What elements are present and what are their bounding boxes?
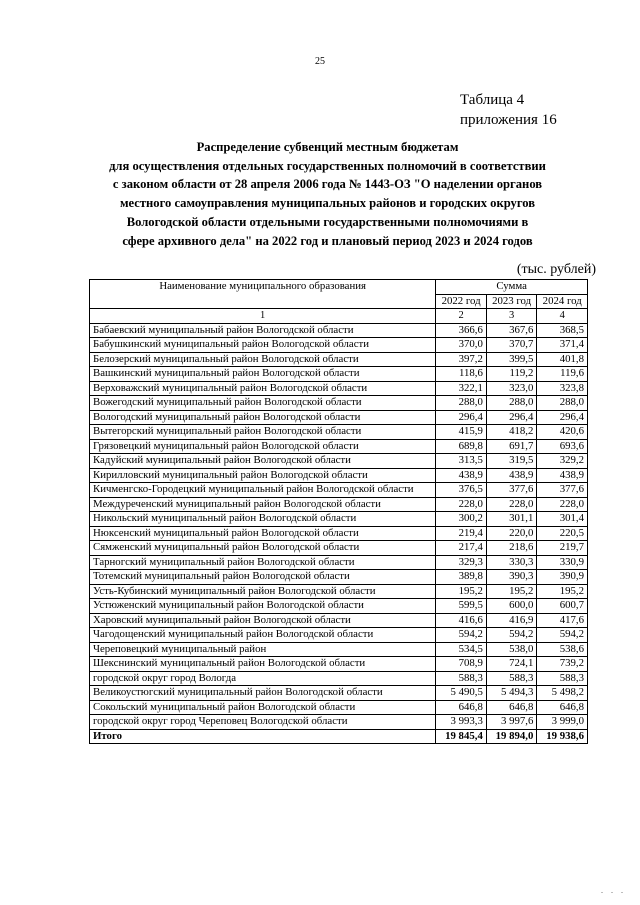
column-index: 1 — [90, 309, 436, 324]
header-name: Наименование муниципального образования — [90, 280, 436, 309]
amount-2022: 689,8 — [436, 439, 487, 454]
table-row — [90, 613, 588, 628]
amount-2022: 296,4 — [436, 410, 487, 425]
title-line: с законом области от 28 апреля 2006 года № 1443-ОЗ "О наделении органов — [112, 177, 543, 192]
municipality-name: Кирилловский муниципальный район Вологодской области — [90, 468, 436, 483]
amount-2023: 377,6 — [486, 483, 537, 498]
amount-2022: 594,2 — [436, 628, 487, 643]
amount-2023: 594,2 — [486, 628, 537, 643]
table-row — [90, 628, 588, 643]
table-row — [90, 396, 588, 411]
amount-2023: 538,0 — [486, 642, 537, 657]
amount-2024: 401,8 — [537, 352, 588, 367]
amount-2022: 219,4 — [436, 526, 487, 541]
title-line: Распределение субвенций местным бюджетам — [196, 140, 459, 154]
amount-2023: 418,2 — [486, 425, 537, 440]
municipality-name: Череповецкий муниципальный район — [90, 642, 436, 657]
table-row — [90, 468, 588, 483]
amount-2023: 296,4 — [486, 410, 537, 425]
municipality-name: Тотемский муниципальный район Вологодской области — [90, 570, 436, 585]
municipality-name: Тарногский муниципальный район Вологодской области — [90, 555, 436, 570]
table-row — [90, 323, 588, 338]
amount-2022: 313,5 — [436, 454, 487, 469]
title-line: сфере архивного дела" на 2022 год и плановый период 2023 и 2024 годов — [122, 233, 533, 248]
municipality-name: Сямженский муниципальный район Вологодской области — [90, 541, 436, 556]
amount-2024: 371,4 — [537, 338, 588, 353]
amount-2024: 739,2 — [537, 657, 588, 672]
amount-2023: 438,9 — [486, 468, 537, 483]
amount-2023: 370,7 — [486, 338, 537, 353]
table-row — [90, 497, 588, 512]
amount-2022: 389,8 — [436, 570, 487, 585]
amount-2024: 228,0 — [537, 497, 588, 512]
amount-2022: 415,9 — [436, 425, 487, 440]
municipality-name: Харовский муниципальный район Вологодской области — [90, 613, 436, 628]
table-row — [90, 584, 588, 599]
amount-2024: 538,6 — [537, 642, 588, 657]
amount-2022: 329,3 — [436, 555, 487, 570]
amount-2022: 438,9 — [436, 468, 487, 483]
amount-2023: 399,5 — [486, 352, 537, 367]
municipality-name: Кичменгско-Городецкий муниципальный район Вологодской области — [90, 483, 436, 498]
municipality-name: Усть-Кубинский муниципальный район Вологодской области — [90, 584, 436, 599]
total-2023: 19 894,0 — [486, 729, 537, 744]
amount-2023: 301,1 — [486, 512, 537, 527]
amount-2023: 288,0 — [486, 396, 537, 411]
amount-2024: 600,7 — [537, 599, 588, 614]
header-year-2022: 2022 год — [436, 294, 487, 309]
amount-2024: 220,5 — [537, 526, 588, 541]
municipality-name: Бабаевский муниципальный район Вологодской области — [90, 323, 436, 338]
amount-2023: 195,2 — [486, 584, 537, 599]
total-label: Итого — [90, 729, 436, 744]
amount-2024: 438,9 — [537, 468, 588, 483]
amount-2022: 534,5 — [436, 642, 487, 657]
table-row — [90, 541, 588, 556]
amount-2024: 3 999,0 — [537, 715, 588, 730]
amount-2022: 217,4 — [436, 541, 487, 556]
table-row — [90, 439, 588, 454]
amount-2024: 693,6 — [537, 439, 588, 454]
table-row — [90, 454, 588, 469]
amount-2024: 301,4 — [537, 512, 588, 527]
amount-2022: 366,6 — [436, 323, 487, 338]
appendix-number: приложения 16 — [460, 112, 557, 128]
column-index: 3 — [486, 309, 537, 324]
units-label: (тыс. рублей) — [516, 262, 596, 277]
table-row — [90, 599, 588, 614]
amount-2022: 397,2 — [436, 352, 487, 367]
municipality-name: Чагодощенский муниципальный район Вологодской области — [90, 628, 436, 643]
amount-2024: 329,2 — [537, 454, 588, 469]
municipality-name: Кадуйский муниципальный район Вологодской области — [90, 454, 436, 469]
title-line: Вологодской области отдельными государственными полномочиями в — [126, 214, 529, 229]
amount-2024: 588,3 — [537, 671, 588, 686]
table-row — [90, 657, 588, 672]
amount-2024: 646,8 — [537, 700, 588, 715]
table-row — [90, 715, 588, 730]
table-row — [90, 425, 588, 440]
table-row — [90, 338, 588, 353]
amount-2023: 330,3 — [486, 555, 537, 570]
header-year-2024: 2024 год — [537, 294, 588, 309]
amount-2022: 288,0 — [436, 396, 487, 411]
municipality-name: Шекснинский муниципальный район Вологодской области — [90, 657, 436, 672]
municipality-name: городской округ город Череповец Вологодской области — [90, 715, 436, 730]
amount-2023: 724,1 — [486, 657, 537, 672]
amount-2022: 195,2 — [436, 584, 487, 599]
amount-2024: 594,2 — [537, 628, 588, 643]
header-year-2023: 2023 год — [486, 294, 537, 309]
table-row — [90, 512, 588, 527]
amount-2022: 376,5 — [436, 483, 487, 498]
table-reference — [460, 90, 557, 130]
table-number: Таблица 4 — [460, 92, 525, 108]
municipality-name: Великоустюгский муниципальный район Вологодской области — [90, 686, 436, 701]
amount-2022: 322,1 — [436, 381, 487, 396]
amount-2024: 377,6 — [537, 483, 588, 498]
municipality-name: Устюженский муниципальный район Вологодской области — [90, 599, 436, 614]
scan-marks: . . . — [601, 886, 626, 895]
municipality-name: Сокольский муниципальный район Вологодской области — [90, 700, 436, 715]
total-2024: 19 938,6 — [537, 729, 588, 744]
amount-2022: 708,9 — [436, 657, 487, 672]
total-row — [90, 729, 588, 744]
amount-2022: 599,5 — [436, 599, 487, 614]
amount-2024: 5 498,2 — [537, 686, 588, 701]
municipality-name: Нюксенский муниципальный район Вологодской области — [90, 526, 436, 541]
table-row — [90, 700, 588, 715]
column-index: 2 — [436, 309, 487, 324]
amount-2024: 119,6 — [537, 367, 588, 382]
amount-2023: 119,2 — [486, 367, 537, 382]
amount-2023: 220,0 — [486, 526, 537, 541]
amount-2024: 390,9 — [537, 570, 588, 585]
municipality-name: городской округ город Вологда — [90, 671, 436, 686]
table-row — [90, 642, 588, 657]
table-row — [90, 686, 588, 701]
amount-2024: 420,6 — [537, 425, 588, 440]
table-row — [90, 352, 588, 367]
header-sum: Сумма — [436, 280, 588, 295]
title-line: местного самоуправления муниципальных районов и городских округов — [119, 196, 536, 211]
table-row — [90, 570, 588, 585]
municipality-name: Белозерский муниципальный район Вологодской области — [90, 352, 436, 367]
amount-2022: 3 993,3 — [436, 715, 487, 730]
amount-2023: 319,5 — [486, 454, 537, 469]
amount-2022: 118,6 — [436, 367, 487, 382]
table-row — [90, 483, 588, 498]
amount-2024: 288,0 — [537, 396, 588, 411]
amount-2022: 416,6 — [436, 613, 487, 628]
amount-2023: 323,0 — [486, 381, 537, 396]
amount-2023: 588,3 — [486, 671, 537, 686]
municipality-name: Междуреченский муниципальный район Вологодской области — [90, 497, 436, 512]
table-row — [90, 526, 588, 541]
table-row — [90, 671, 588, 686]
amount-2023: 218,6 — [486, 541, 537, 556]
municipality-name: Вытегорский муниципальный район Вологодской области — [90, 425, 436, 440]
amount-2022: 300,2 — [436, 512, 487, 527]
amount-2023: 646,8 — [486, 700, 537, 715]
amount-2023: 3 997,6 — [486, 715, 537, 730]
amount-2023: 691,7 — [486, 439, 537, 454]
amount-2022: 5 490,5 — [436, 686, 487, 701]
page-number: 25 — [315, 56, 325, 67]
amount-2024: 195,2 — [537, 584, 588, 599]
table-row — [90, 381, 588, 396]
municipality-name: Бабушкинский муниципальный район Вологодской области — [90, 338, 436, 353]
amount-2024: 417,6 — [537, 613, 588, 628]
amount-2023: 228,0 — [486, 497, 537, 512]
amount-2023: 390,3 — [486, 570, 537, 585]
amount-2023: 367,6 — [486, 323, 537, 338]
amount-2022: 588,3 — [436, 671, 487, 686]
amount-2023: 600,0 — [486, 599, 537, 614]
municipality-name: Вологодский муниципальный район Вологодской области — [90, 410, 436, 425]
table-row — [90, 555, 588, 570]
amount-2023: 5 494,3 — [486, 686, 537, 701]
document-title — [60, 138, 595, 250]
municipality-name: Никольский муниципальный район Вологодской области — [90, 512, 436, 527]
title-line: для осуществления отдельных государственных полномочий в соответствии — [109, 158, 546, 173]
amount-2024: 296,4 — [537, 410, 588, 425]
table-row — [90, 410, 588, 425]
municipality-name: Вожегодский муниципальный район Вологодской области — [90, 396, 436, 411]
table-row — [90, 367, 588, 382]
municipality-name: Вашкинский муниципальный район Вологодской области — [90, 367, 436, 382]
amount-2022: 646,8 — [436, 700, 487, 715]
subvention-table — [89, 279, 588, 744]
amount-2024: 323,8 — [537, 381, 588, 396]
amount-2022: 228,0 — [436, 497, 487, 512]
amount-2024: 368,5 — [537, 323, 588, 338]
column-index: 4 — [537, 309, 588, 324]
amount-2024: 330,9 — [537, 555, 588, 570]
amount-2024: 219,7 — [537, 541, 588, 556]
amount-2023: 416,9 — [486, 613, 537, 628]
total-2022: 19 845,4 — [436, 729, 487, 744]
municipality-name: Грязовецкий муниципальный район Вологодской области — [90, 439, 436, 454]
municipality-name: Верховажский муниципальный район Вологодской области — [90, 381, 436, 396]
amount-2022: 370,0 — [436, 338, 487, 353]
